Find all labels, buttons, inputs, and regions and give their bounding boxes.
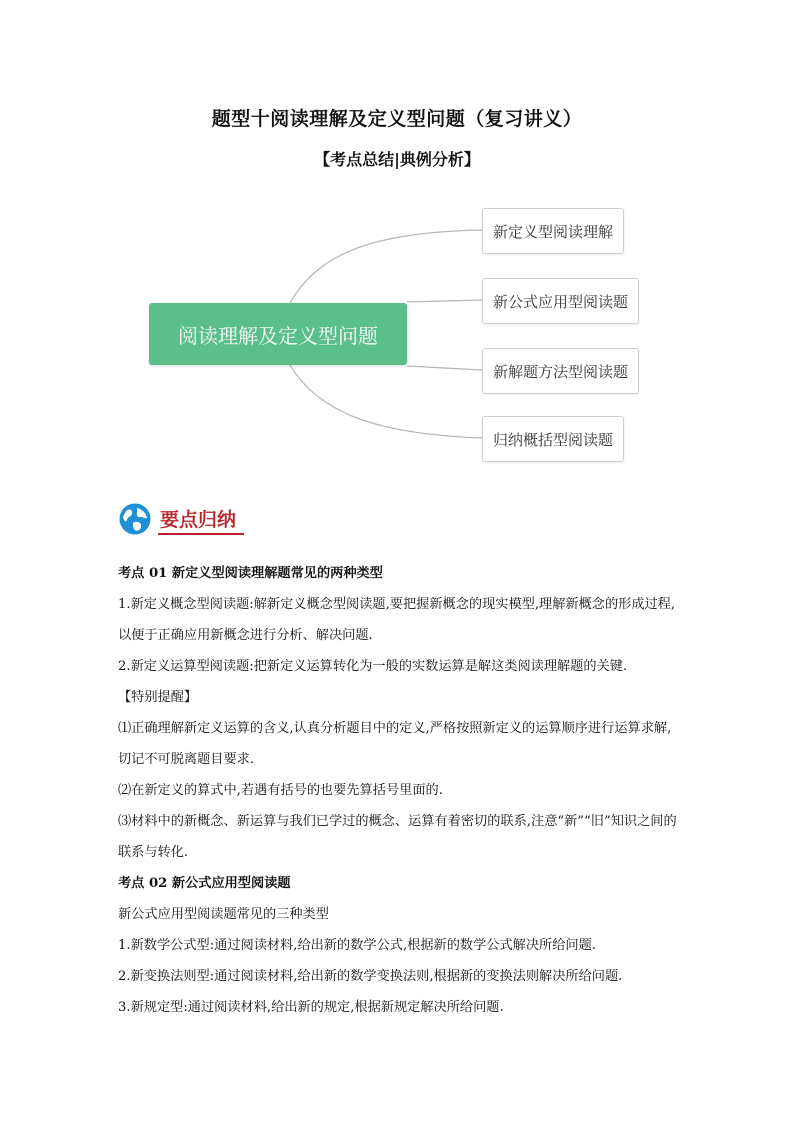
topic-heading-1: 考点 01 新定义型阅读理解题常见的两种类型 bbox=[118, 566, 383, 581]
paragraph: 1.新定义概念型阅读题:解新定义概念型阅读题,要把握新概念的现实模型,理解新概念的形成过程,以便于正确应用新概念进行分析、解决问题. bbox=[118, 597, 676, 643]
mind-map-root: 阅读理解及定义型问题 bbox=[149, 303, 407, 365]
paragraph: ⑵在新定义的算式中,若遇有括号的也要先算括号里面的. bbox=[118, 783, 443, 798]
mind-map-branch-4: 归纳概括型阅读题 bbox=[482, 416, 624, 462]
connector-4 bbox=[290, 365, 482, 438]
connector-2 bbox=[407, 300, 482, 302]
section-title: 要点归纳 bbox=[160, 509, 237, 531]
mind-map-branch-2: 新公式应用型阅读题 bbox=[482, 278, 639, 324]
page-title: 题型十阅读理解及定义型问题（复习讲义） bbox=[211, 108, 583, 130]
paragraph: 3.新规定型:通过阅读材料,给出新的规定,根据新规定解决所给问题. bbox=[118, 1000, 504, 1015]
paragraph: 新公式应用型阅读题常见的三种类型 bbox=[118, 907, 329, 922]
page-subtitle: 【考点总结|典例分析】 bbox=[314, 150, 480, 169]
section-underline bbox=[158, 533, 244, 535]
topic-heading-2: 考点 02 新公式应用型阅读题 bbox=[118, 876, 291, 891]
paragraph: 2.新变换法则型:通过阅读材料,给出新的数学变换法则,根据新的变换法则解决所给问题. bbox=[118, 969, 623, 984]
reminder-heading: 【特别提醒】 bbox=[118, 690, 198, 705]
mind-map-branch-3: 新解题方法型阅读题 bbox=[482, 348, 639, 394]
connector-3 bbox=[407, 366, 482, 370]
mind-map-branch-1: 新定义型阅读理解 bbox=[482, 208, 624, 254]
paragraph: ⑶材料中的新概念、新运算与我们已学过的概念、运算有着密切的联系,注意“新”“旧”知识之间的联系与转化. bbox=[118, 814, 677, 860]
globe-icon bbox=[118, 502, 152, 536]
paragraph: 1.新数学公式型:通过阅读材料,给出新的数学公式,根据新的数学公式解决所给问题. bbox=[118, 938, 596, 953]
connector-1 bbox=[290, 230, 482, 303]
paragraph: ⑴正确理解新定义运算的含义,认真分析题目中的定义,严格按照新定义的运算顺序进行运算求解,切记不可脱离题目要求. bbox=[118, 721, 672, 767]
content-body bbox=[118, 558, 680, 1023]
paragraph: 2.新定义运算型阅读题:把新定义运算转化为一般的实数运算是解这类阅读理解题的关键. bbox=[118, 659, 628, 674]
mind-map bbox=[0, 190, 794, 480]
